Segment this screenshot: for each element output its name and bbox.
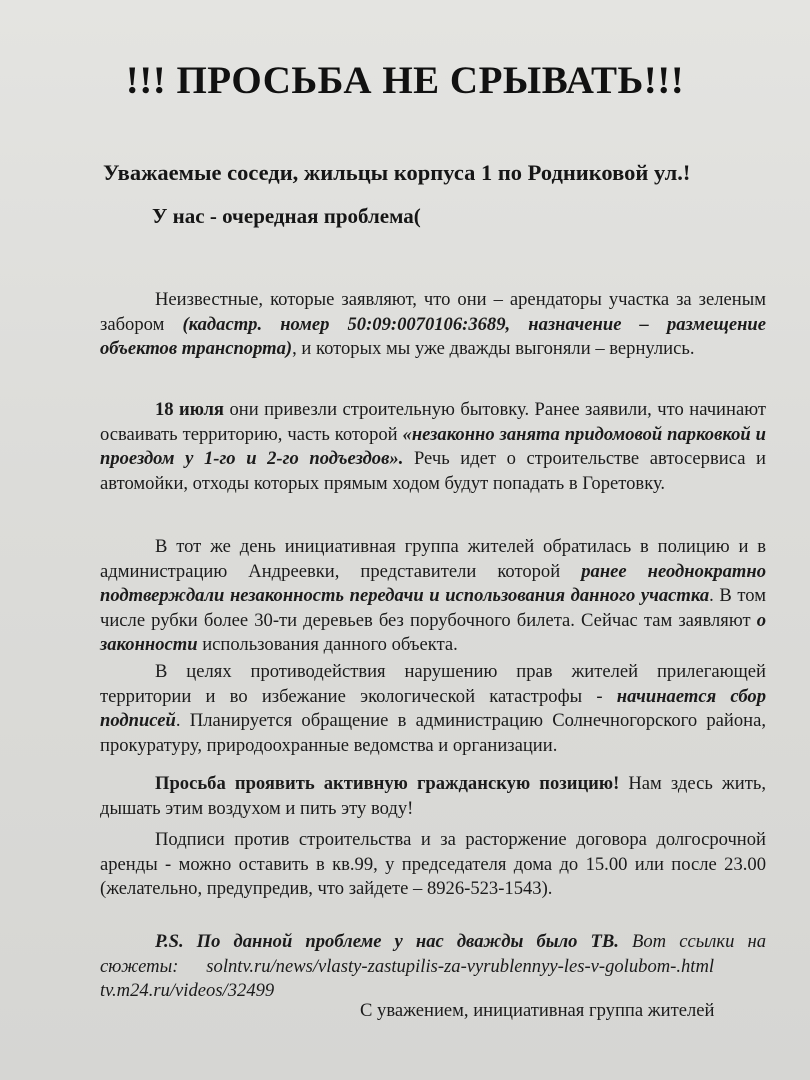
link-m24[interactable]: tv.m24.ru/videos/32499 [100,980,275,1001]
appeal-highlight: Просьба проявить активную гражданскую позицию! [155,773,620,794]
text-span: В тот же день инициативная группа жителей обратилась в полицию и в администрацию Андреевки, представители которой [100,536,766,582]
quote-highlight: «незаконно занята придомовой парковкой и проездом у 1-го и 2-го подъездов». [100,423,766,469]
text-span: . Планируется обращение в администрацию Солнечногорского района, прокуратуру, природоохранные ведомства и организации. [100,710,766,756]
paragraph-signatures [100,660,766,758]
cadastral-info: (кадастр. номер 50:09:0070106:3689, назначение – размещение объектов транспорта) [100,313,766,359]
problem-subheading: У нас - очередная проблема( [152,204,421,228]
greeting-heading: Уважаемые соседи, жильцы корпуса 1 по Родниковой ул.! [103,160,691,185]
text-span: Неизвестные, которые заявляют, что они – арендаторы участка за зеленым забором [100,289,766,335]
legality-highlight: о законности [100,609,766,655]
text-span: они привезли строительную бытовку. Ранее заявили, что начинают осваивать территорию, часть которой [100,399,766,445]
signature-collection-highlight: начинается сбор подписей [100,685,767,731]
link-solntv[interactable]: solntv.ru/news/vlasty-zastupilis-za-vyrublennyy-les-v-golubom-.html [206,955,715,977]
signature: С уважением, инициативная группа жителей [360,1000,715,1021]
text-span: Вот ссылки на сюжеты: [100,931,766,977]
text-span: использования данного объекта. [197,634,458,655]
date-highlight: 18 июля [155,399,224,420]
paragraph-july-18 [100,398,766,496]
text-span: В целях противодействия нарушению прав жителей прилегающей территории и во избежание экологической катастрофы - [100,661,766,707]
paragraph-appeal [100,772,766,821]
illegality-highlight: ранее неоднократно подтверждали незаконность передачи и использования данного участка [100,560,766,606]
paragraph-tenants [100,288,766,362]
text-span: , и которых мы уже дважды выгоняли – вернулись. [292,338,695,359]
text-span: . В том числе рубки более 30-ти деревьев без порубочного билета. Сейчас там заявляют [100,585,766,631]
notice-title: !!! ПРОСЬБА НЕ СРЫВАТЬ!!! [125,59,685,102]
paragraph-ps [100,930,766,1004]
paragraph-contact: Подписи против строительства и за расторжение договора долгосрочной аренды - можно оставить в кв.99, у председателя дома до 15.00 или после 23.00 (желательно, предупредив, что зайдете – 8926-523-1543). [100,829,766,899]
ps-highlight: P.S. По данной проблеме у нас дважды было ТВ. [155,931,619,952]
text-span: Речь идет о строительстве автосервиса и автомойки, отходы которых прямым ходом будут попадать в Горетовку. [100,448,766,494]
paragraph-police [100,535,766,658]
text-span: Нам здесь жить, дышать этим воздухом и пить эту воду! [100,773,766,819]
